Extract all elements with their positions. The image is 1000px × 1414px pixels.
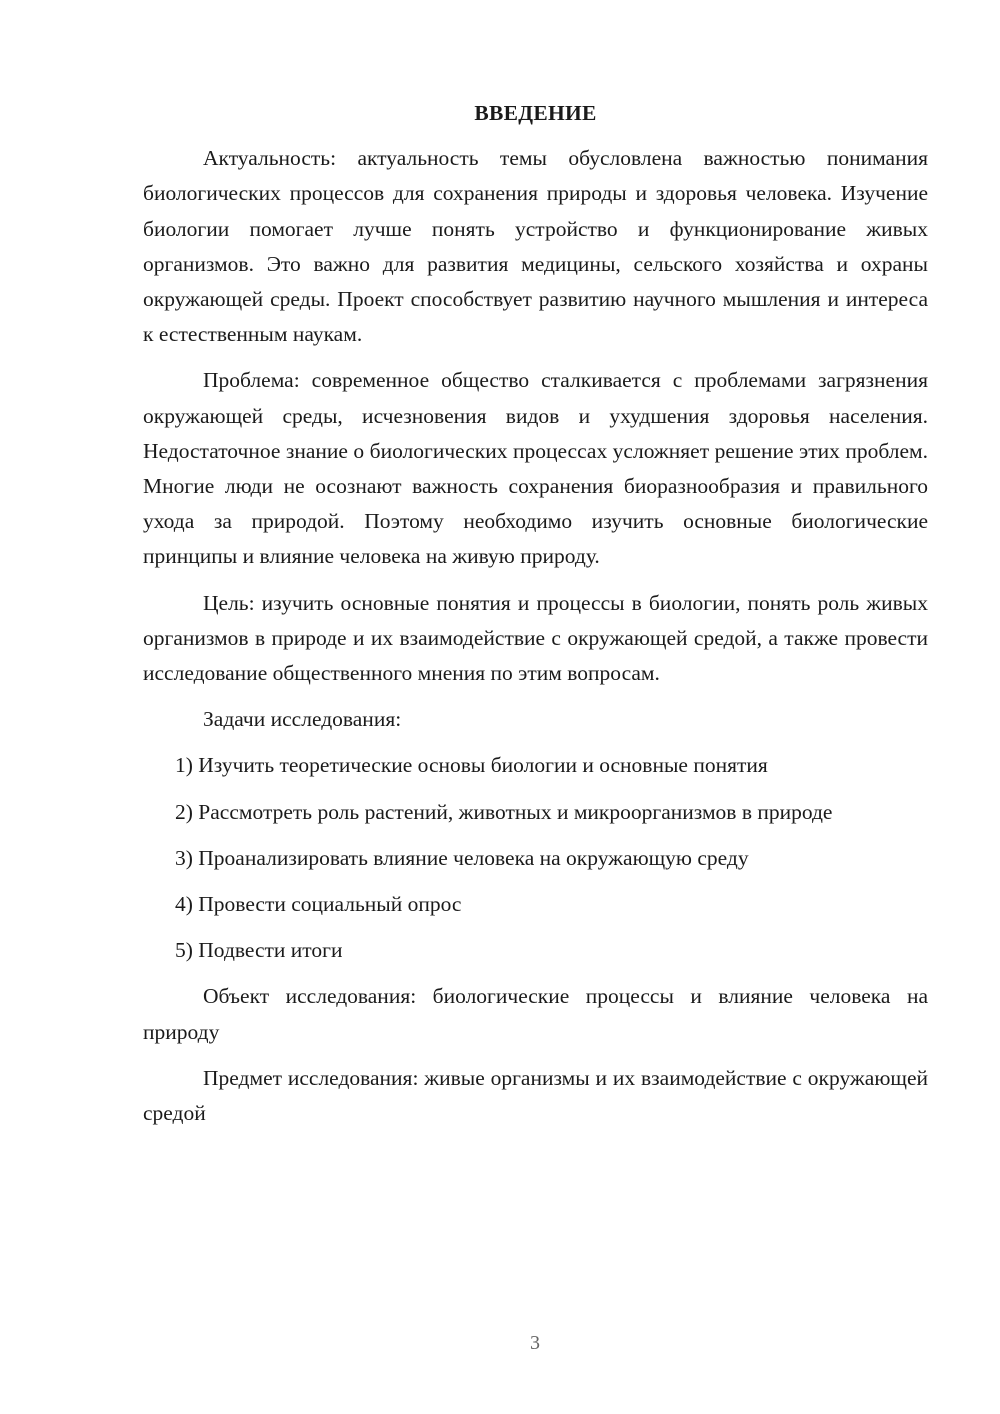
list-item: 4) Провести социальный опрос	[175, 892, 462, 917]
list-item: 3) Проанализировать влияние человека на окружающую среду	[175, 845, 749, 870]
goal-paragraph: Цель: изучить основные понятия и процессы в биологии, понять роль живых организмов в природе и их взаимодействие с окружающей средой, а также провести исследование общественного мнения по этим вопросам.	[143, 590, 928, 686]
list-item: 5) Подвести итоги	[175, 938, 343, 963]
research-object-paragraph: Объект исследования: биологические процессы и влияние человека на природу	[143, 984, 928, 1044]
page-number: 3	[530, 1332, 540, 1354]
research-subject-paragraph: Предмет исследования: живые организмы и их взаимодействие с окружающей средой	[143, 1065, 928, 1126]
list-item: 1) Изучить теоретические основы биологии и основные понятия	[175, 753, 768, 778]
problem-paragraph: Проблема: современное общество сталкивается с проблемами загрязнения окружающей среды, исчезновения видов и ухудшения здоровья населения. Недостаточное знание о биологических процессах усложняет решение этих проблем. Многие люди не осознают важность сохранения биоразнообразия и правильного ухода за природой. Поэтому необходимо изучить основные биологические принципы и влияние человека на живую природу.	[143, 368, 928, 569]
tasks-intro: Задачи исследования:	[203, 707, 402, 732]
page-title: ВВЕДЕНИЕ	[474, 101, 597, 125]
list-item: 2) Рассмотреть роль растений, животных и микроорганизмов в природе	[175, 799, 833, 824]
document-page	[143, 96, 928, 1142]
relevance-paragraph: Актуальность: актуальность темы обусловлена важностью понимания биологических процессов для сохранения природы и здоровья человека. Изучение биологии помогает лучше понять устройство и функционирование живых организмов. Это важно для развития медицины, сельского хозяйства и охраны окружающей среды. Проект способствует развитию научного мышления и интереса к естественным наукам.	[143, 146, 928, 347]
tasks-list	[143, 748, 928, 968]
